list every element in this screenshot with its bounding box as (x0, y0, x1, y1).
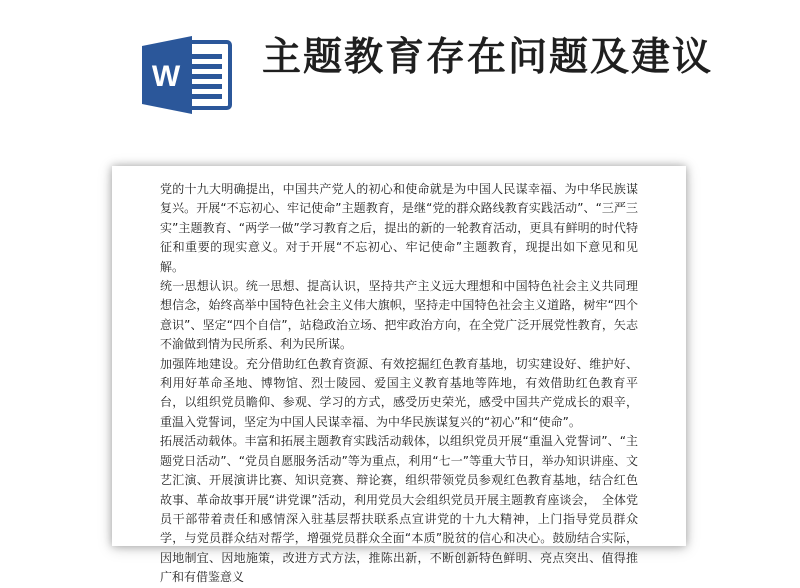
paragraph-activity-carriers: 拓展活动载体。丰富和拓展主题教育实践活动载体，以组织党员开展“重温入党誓词”、“主题党日活动”、“党员自愿服务活动”等为重点，利用“七一”等重大节日，举办知识讲座、文艺汇演、开展演讲比赛、知识竞赛、辩论赛，组织带领党员参观红色教育基地，结合红色故事、革命故事开展“讲党课”活动，利用党员大会组织党员开展主题教育座谈会， 全体党员干部带着责任和感情深入驻基层帮扶联系点宣讲党的十九大精神，上门指导党员群众学，与党员群众结对帮学，增强党员群众全面“本质”脱贫的信心和决心。鼓励结合实际，因地制宜、因地施策，改进方式方法，推陈出新，不断创新特色鲜明、亮点突出、值得推广和有借鉴意义 (160, 434, 638, 585)
word-icon-letter: W (151, 60, 181, 93)
paragraph-position-building: 加强阵地建设。充分借助红色教育资源、有效挖掘红色教育基地，切实建设好、维护好、利用好革命圣地、博物馆、烈士陵园、爱国主义教育基地等阵地，有效借助红色教育平台，以组织党员瞻仰、参观、学习的方式，感受历史荣光，感受中国共产党成长的艰辛，重温入党誓词，坚定为中国人民谋幸福、为中华民族谋复兴的“初心”和“使命”。 (160, 356, 638, 429)
document-page (112, 166, 686, 585)
paragraph-unify-thinking: 统一思想认识。统一思想、提高认识，坚持共产主义远大理想和中国特色社会主义共同理想信念，始终高举中国特色社会主义伟大旗帜，坚持走中国特色社会主义道路，树牢“四个意识”、坚定“四个自信”，站稳政治立场、把牢政治方向，在全党广泛开展党性教育，矢志不渝做到情为民所系、利为民所谋。 (160, 279, 638, 352)
page-title: 主题教育存在问题及建议 (262, 35, 714, 80)
word-document-icon (140, 34, 234, 116)
paragraph-intro: 党的十九大明确提出，中国共产党人的初心和使命就是为中国人民谋幸福、为中华民族谋复兴。开展“不忘初心、牢记使命”主题教育，是继“党的群众路线教育实践活动”、“三严三实”主题教育、“两学一做”学习教育之后，提出的新的一轮教育活动，更具有鲜明的时代特征和重要的现实意义。对于开展“不忘初心、牢记使命”主题教育，现提出如下意见和见解。 (160, 182, 638, 274)
header (0, 0, 800, 150)
document-body (160, 180, 638, 588)
